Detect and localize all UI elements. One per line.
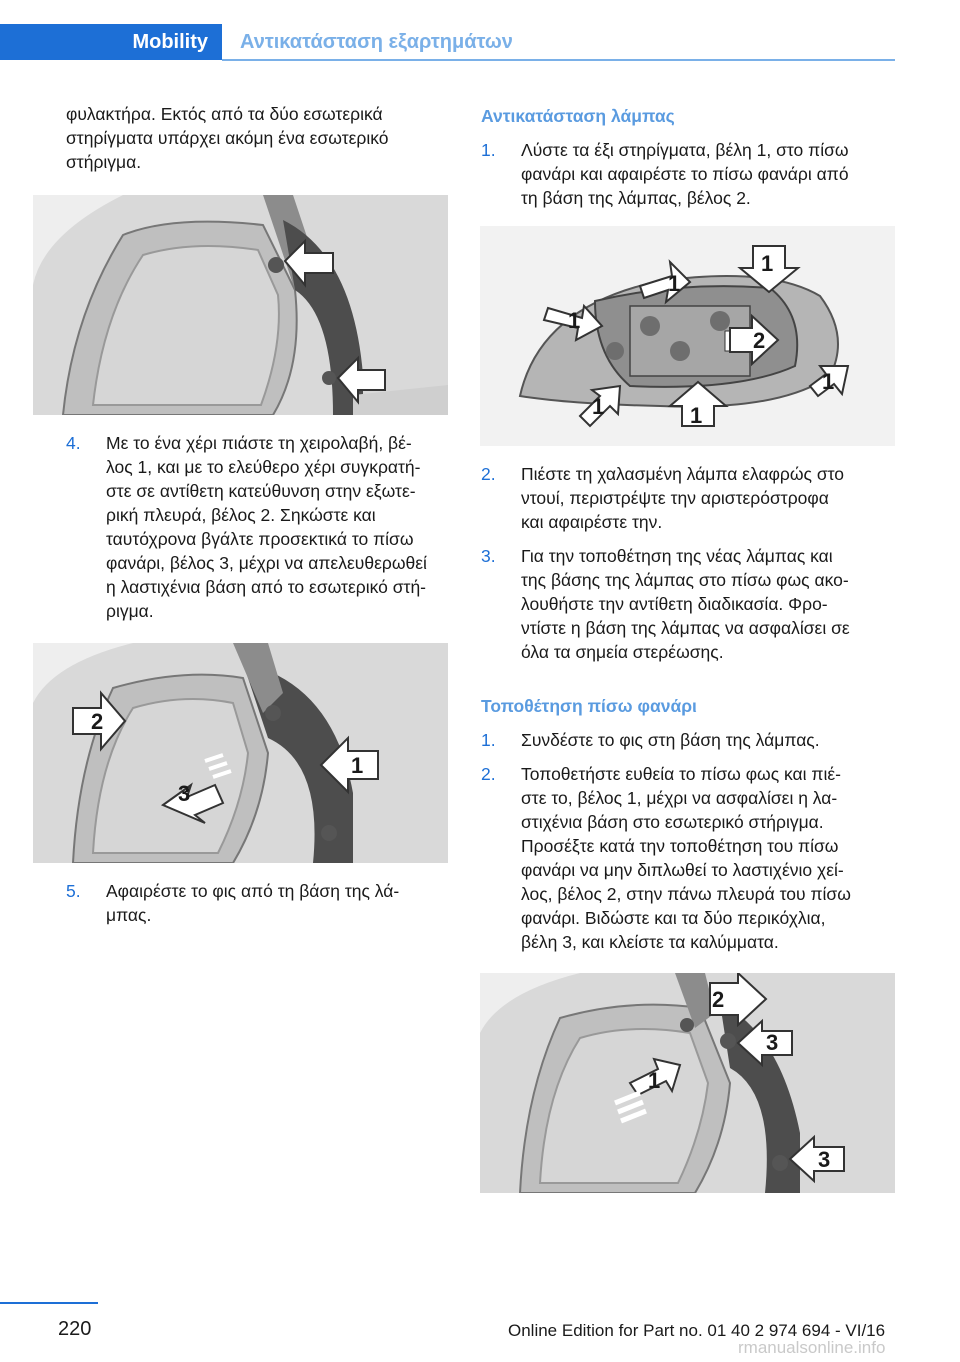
figure-taillight-removal <box>33 643 448 863</box>
text-line: η λαστιχένια βάση από το εσωτερικό στή- <box>106 577 427 597</box>
text-line: Για την τοποθέτηση της νέας λάμπας και <box>521 546 833 566</box>
text-line: Τοποθετήστε ευθεία το πίσω φως και πιέ- <box>521 764 841 784</box>
arrow-label: 1 <box>690 403 703 428</box>
section-title: Αντικατάσταση εξαρτημάτων <box>240 30 513 53</box>
figure-taillight-fasteners <box>33 195 448 415</box>
step-number: 4. <box>66 433 81 453</box>
text-line: ταυτόχρονα βγάλτε προσεκτικά το πίσω <box>106 529 414 549</box>
footer-rule <box>0 1302 98 1304</box>
text-line: λος 1, και με το ελεύθερο χέρι συγκρατή- <box>106 457 421 477</box>
arrow-label: 1 <box>568 308 581 333</box>
step-number: 1. <box>481 730 496 750</box>
page-header <box>0 24 895 60</box>
step-text <box>521 762 851 954</box>
step-number: 2. <box>481 764 496 784</box>
step-text <box>106 431 427 623</box>
text-line: βέλη 3, και κλείστε τα καλύμματα. <box>521 932 779 952</box>
step-text <box>521 544 850 664</box>
arrow-label: 1 <box>822 369 835 394</box>
arrow-label: 3 <box>178 781 191 806</box>
arrow-label: 1 <box>592 394 605 419</box>
step-number: 1. <box>481 140 496 160</box>
arrow-label: 3 <box>766 1030 779 1055</box>
text-line: φανάρι. Βιδώστε και τα δύο περικόχλια, <box>521 908 826 928</box>
arrow-label: 1 <box>668 271 681 296</box>
lamp-step-3 <box>481 544 901 669</box>
arrow-label: 3 <box>818 1147 831 1172</box>
text-line: Με το ένα χέρι πιάστε τη χειρολαβή, βέ- <box>106 433 412 453</box>
text-line: ριγμα. <box>106 601 154 621</box>
heading-install-taillight: Τοποθέτηση πίσω φανάρι <box>481 696 697 716</box>
text-line: μπας. <box>106 905 152 925</box>
text-line: στε το, βέλος 1, μέχρι να ασφαλίσει η λα- <box>521 788 838 808</box>
text-line: στιχένια βάση στο εσωτερικό στήριγμα. <box>521 812 824 832</box>
heading-lamp-replacement: Αντικατάσταση λάμπας <box>481 106 675 126</box>
step-text <box>521 728 820 752</box>
step-number: 3. <box>481 546 496 566</box>
figure-lamp-holder <box>480 226 895 446</box>
section-tab: Mobility <box>0 24 222 60</box>
text-line: λουθήστε την αντίθετη διαδικασία. Φρο- <box>521 594 828 614</box>
text-line: στε σε αντίθετη κατεύθυνση στην εξωτε- <box>106 481 416 501</box>
text-line: ρική πλευρά, βέλος 2. Σηκώστε και <box>106 505 376 525</box>
arrow-label: 1 <box>351 753 364 778</box>
text-line: Λύστε τα έξι στηρίγματα, βέλη 1, στο πίσω <box>521 140 849 160</box>
arrow-label: 2 <box>91 709 104 734</box>
text-line: ντίστε η βάση της λάμπας να ασφαλίσει σε <box>521 618 850 638</box>
text-line: Προσέξτε κατά την τοποθέτηση του πίσω <box>521 836 839 856</box>
text-line: όλα τα σημεία στερέωσης. <box>521 642 724 662</box>
intro-text: φυλακτήρα. Εκτός από τα δύο εσωτερικά στηρίγματα υπάρχει ακόμη ένα εσωτερικό στήριγμα. <box>66 104 389 172</box>
step-text <box>521 138 849 210</box>
step-4 <box>66 431 461 631</box>
step-number: 5. <box>66 881 81 901</box>
arrow-label: 1 <box>761 251 774 276</box>
text-line: ντουί, περιστρέψτε την αριστερόστροφα <box>521 488 829 508</box>
edition-text: Online Edition for Part no. 01 40 2 974 694 - VI/16 <box>508 1321 886 1340</box>
text-line: Αφαιρέστε το φις από τη βάση της λά- <box>106 881 400 901</box>
intro-paragraph <box>66 102 456 174</box>
install-step-2 <box>481 762 901 962</box>
text-line: λος, βέλος 2, στην πάνω πλευρά του πίσω <box>521 884 851 904</box>
text-line: φανάρι και αφαιρέστε το πίσω φανάρι από <box>521 164 849 184</box>
figure-taillight-install <box>480 973 895 1193</box>
header-rule <box>222 59 895 61</box>
step-5 <box>66 879 461 929</box>
arrow-label: 1 <box>648 1068 661 1093</box>
lamp-step-2 <box>481 462 901 537</box>
lamp-step-1 <box>481 138 901 213</box>
text-line: φανάρι να μην διπλωθεί το λαστιχένιο χεί- <box>521 860 844 880</box>
step-number: 2. <box>481 464 496 484</box>
arrow-label: 2 <box>712 987 725 1012</box>
text-line: της βάσης της λάμπας στο πίσω φως ακο- <box>521 570 849 590</box>
step-text <box>521 462 844 534</box>
step-text <box>106 879 399 927</box>
text-line: και αφαιρέστε την. <box>521 512 663 532</box>
install-step-1 <box>481 728 901 756</box>
text-line: τη βάση της λάμπας, βέλος 2. <box>521 188 751 208</box>
page-number: 220 <box>58 1318 92 1340</box>
text-line: Πιέστε τη χαλασμένη λάμπα ελαφρώς στο <box>521 464 845 484</box>
text-line: φανάρι, βέλος 3, μέχρι να απελευθερωθεί <box>106 553 427 573</box>
watermark: rmanualsonline.info <box>738 1338 886 1357</box>
text-line: Συνδέστε το φις στη βάση της λάμπας. <box>521 730 820 750</box>
arrow-label: 2 <box>753 328 766 353</box>
